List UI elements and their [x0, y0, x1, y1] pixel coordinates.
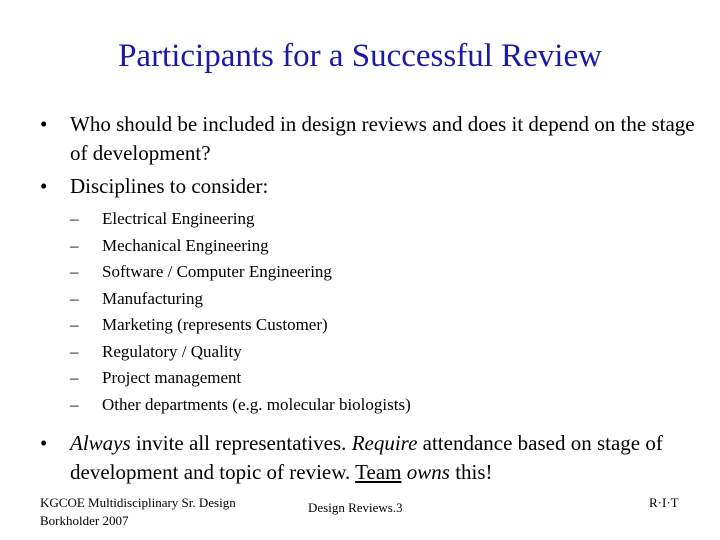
slide-title: Participants for a Successful Review	[118, 38, 602, 74]
dash-icon: –	[70, 209, 79, 228]
dash-icon: –	[70, 394, 79, 414]
discipline-list	[40, 206, 700, 418]
discipline-item: – Other departments (e.g. molecular biologists)	[102, 392, 700, 419]
bullet-text: Always invite all representatives. Require attendance based on stage of development and topic of review. Team owns this!	[70, 431, 663, 484]
bullet-icon: •	[40, 112, 48, 136]
underlined-team: Team	[355, 460, 402, 484]
discipline-item: – Software / Computer Engineering	[102, 259, 700, 286]
dash-icon: –	[70, 235, 79, 255]
discipline-item: – Mechanical Engineering	[102, 233, 700, 260]
bullet-item-always-invite	[40, 429, 700, 487]
footer-page-label: Design Reviews.3	[308, 500, 403, 515]
dash-icon: –	[70, 288, 79, 308]
bullet-list	[40, 110, 700, 487]
emphasis-always: Always	[70, 431, 131, 455]
bullet-icon: •	[40, 431, 48, 455]
discipline-item: – Project management	[102, 365, 700, 392]
bullet-text: Who should be included in design reviews and does it depend on the stage of development?	[70, 112, 695, 165]
dash-icon: –	[70, 262, 79, 281]
dash-icon: –	[70, 341, 79, 361]
bullet-item-disciplines	[40, 172, 700, 201]
emphasis-require: Require	[351, 431, 418, 455]
dash-icon: –	[70, 368, 79, 387]
discipline-item: – Regulatory / Quality	[102, 339, 700, 366]
footer-author: Borkholder 2007	[40, 513, 129, 528]
bullet-icon: •	[40, 174, 48, 198]
footer-course-name: KGCOE Multidisciplinary Sr. Design	[40, 495, 236, 510]
footer-logo-text: R·I·T	[649, 495, 679, 510]
bullet-item-who-included	[40, 110, 700, 168]
discipline-item: – Manufacturing	[102, 286, 700, 313]
discipline-item: – Marketing (represents Customer)	[102, 312, 700, 339]
dash-icon: –	[70, 315, 79, 334]
footer-course	[40, 494, 236, 530]
bullet-text: Disciplines to consider:	[70, 174, 269, 198]
discipline-item: – Electrical Engineering	[102, 206, 700, 233]
emphasis-owns: owns	[406, 460, 450, 484]
